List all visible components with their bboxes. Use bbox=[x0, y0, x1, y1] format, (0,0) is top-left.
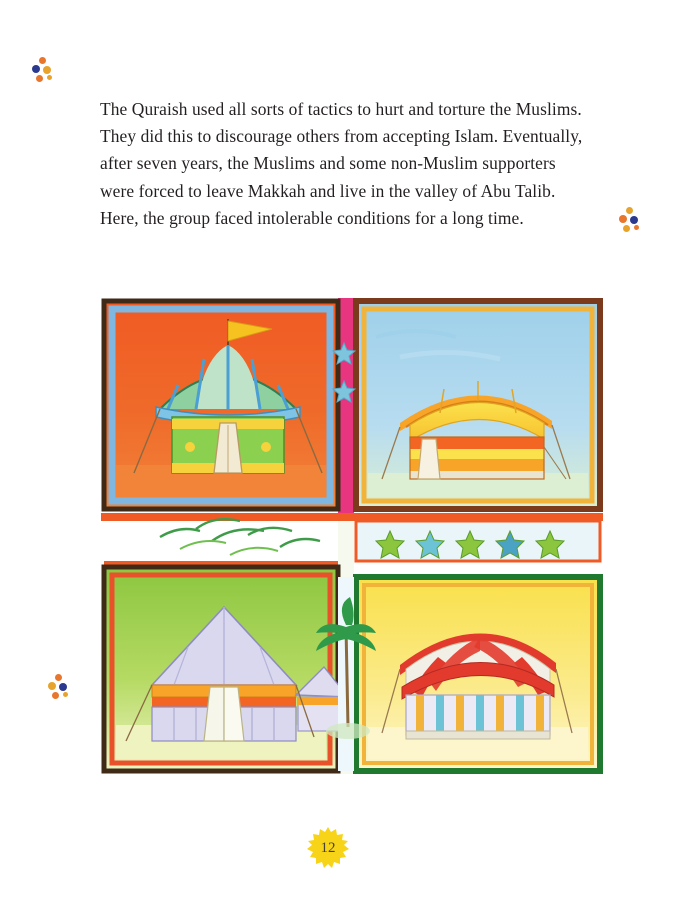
illustration-artwork bbox=[100, 297, 604, 775]
dot-cluster-top-left-icon bbox=[29, 55, 63, 89]
panel-top-left bbox=[104, 301, 338, 509]
tents-illustration-svg bbox=[100, 297, 604, 775]
dot-cluster-right-icon bbox=[616, 205, 650, 239]
body-paragraph: The Quraish used all sorts of tactics to hurt and torture the Muslims. They did this to discourage others from accepting Islam. Eventually, after seven years, the Muslims and some non-Muslim supporters were forced to leave Makkah and live in the valley of Abu Talib. Here, the group faced intolerable conditions for a long time. bbox=[100, 99, 583, 228]
illustration bbox=[100, 297, 604, 775]
panel-bottom-left bbox=[104, 567, 348, 771]
page-number-badge bbox=[306, 826, 350, 870]
page-number: 12 bbox=[320, 839, 336, 856]
panel-bottom-right bbox=[356, 577, 600, 771]
panel-top-right bbox=[356, 301, 600, 509]
centre-column-wash bbox=[338, 513, 354, 521]
dot-cluster-bottom-left-icon bbox=[45, 672, 79, 706]
